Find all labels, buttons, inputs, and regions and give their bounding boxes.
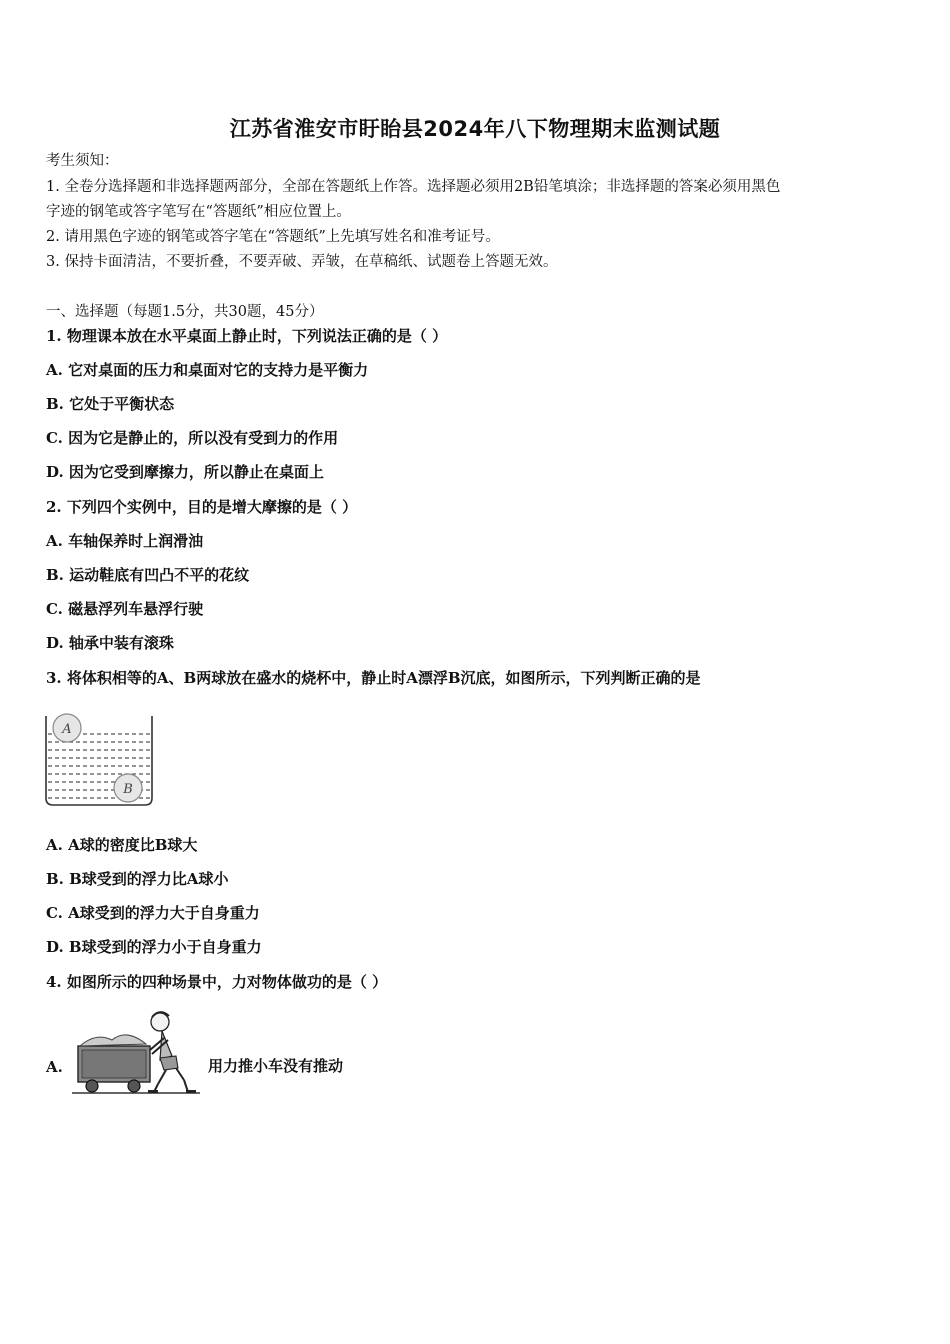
question-1-option-b: B. 它处于平衡状态: [46, 395, 175, 413]
question-2-stem: 2. 下列四个实例中，目的是增大摩擦的是（ ）: [46, 498, 358, 516]
question-3-option-d: D. B球受到的浮力小于自身重力: [46, 938, 262, 956]
question-3-option-c: C. A球受到的浮力大于自身重力: [46, 904, 260, 922]
notice-heading: 考生须知：: [46, 153, 119, 169]
question-4-option-a-label: A.: [46, 1058, 63, 1076]
question-1-stem: 1. 物理课本放在水平桌面上静止时，下列说法正确的是（ ）: [46, 327, 448, 345]
notice-line-1: 1. 全卷分选择题和非选择题两部分，全部在答题纸上作答。选择题必须用2B铅笔填涂；非选择题的答案必须用黑色: [46, 179, 781, 195]
question-1-option-a: A. 它对桌面的压力和桌面对它的支持力是平衡力: [46, 361, 369, 379]
notice-line-2: 字迹的钢笔或答字笔写在“答题纸”相应位置上。: [46, 204, 351, 220]
ball-a-label: A: [62, 722, 72, 737]
question-3-option-a: A. A球的密度比B球大: [46, 836, 198, 854]
question-2-option-d: D. 轴承中装有滚珠: [46, 634, 174, 652]
beaker-figure: [42, 710, 156, 810]
question-2-option-c: C. 磁悬浮列车悬浮行驶: [46, 600, 204, 618]
question-3-option-b: B. B球受到的浮力比A球小: [46, 870, 229, 888]
exam-title: 江苏省淮安市盱眙县2024年八下物理期末监测试题: [229, 117, 721, 141]
question-4-option-a-text: 用力推小车没有推动: [208, 1057, 344, 1075]
question-2-option-b: B. 运动鞋底有凹凸不平的花纹: [46, 566, 250, 584]
question-1-option-d: D. 因为它受到摩擦力，所以静止在桌面上: [46, 463, 324, 481]
question-4-stem: 4. 如图所示的四种场景中，力对物体做功的是（ ）: [46, 973, 388, 991]
section-heading: 一、选择题（每题1.5分，共30题，45分）: [46, 304, 324, 320]
push-cart-figure: [72, 1006, 202, 1098]
notice-line-4: 3. 保持卡面清洁，不要折叠，不要弄破、弄皱，在草稿纸、试题卷上答题无效。: [46, 254, 558, 270]
question-3-stem: 3. 将体积相等的A、B两球放在盛水的烧杯中，静止时A漂浮B沉底，如图所示，下列判断正确的是: [46, 669, 701, 687]
question-1-option-c: C. 因为它是静止的，所以没有受到力的作用: [46, 429, 339, 447]
ball-b-label: B: [123, 782, 133, 797]
notice-line-3: 2. 请用黑色字迹的钢笔或答字笔在“答题纸”上先填写姓名和准考证号。: [46, 229, 500, 245]
question-2-option-a: A. 车轴保养时上润滑油: [46, 532, 204, 550]
